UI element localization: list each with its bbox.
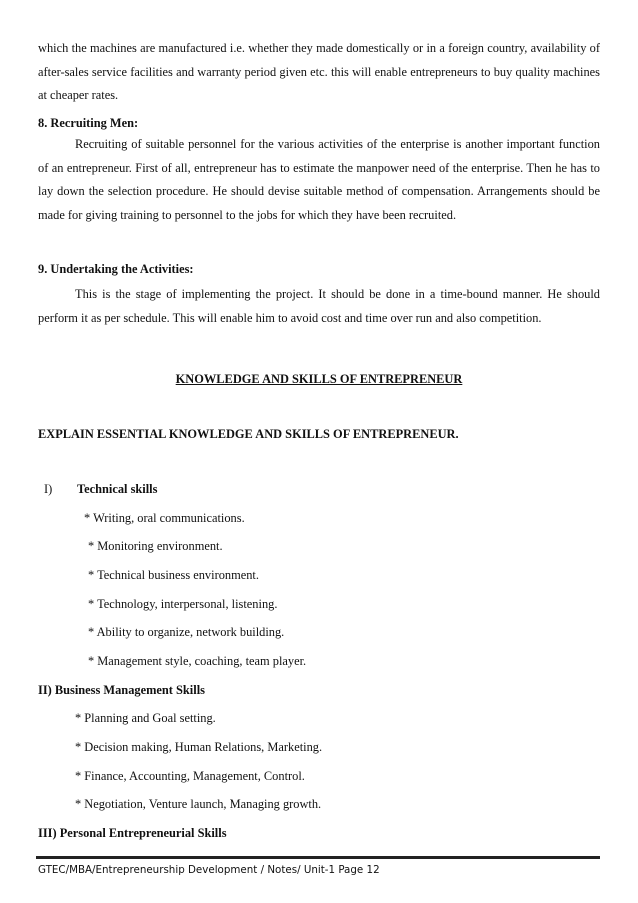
page-footer: GTEC/MBA/Entrepreneurship Development / Notes/ Unit-1 Page 12	[38, 864, 380, 876]
question-heading: EXPLAIN ESSENTIAL KNOWLEDGE AND SKILLS OF ENTREPRENEUR.	[38, 427, 459, 441]
section9-heading: 9. Undertaking the Activities:	[38, 262, 194, 276]
technical-item-0: * Writing, oral communications.	[84, 511, 245, 525]
business-item-0: * Planning and Goal setting.	[75, 711, 216, 725]
section9-body-block	[38, 283, 600, 330]
technical-item-2: * Technical business environment.	[88, 568, 259, 582]
technical-item-1: * Monitoring environment.	[88, 539, 223, 553]
technical-item-5: * Management style, coaching, team player.	[88, 654, 307, 668]
footer-divider	[36, 856, 600, 859]
section8-body: Recruiting of suitable personnel for the various activities of the enterprise is another important function of an entrepreneur. First of all, entrepreneur has to estimate the manpower need of the enterprise. Then he has to lay down the selection procedure. He should devise suitable method of compensation. Arrangements should be made for giving training to personnel to the jobs for which they have been recruited.	[38, 137, 600, 222]
business-item-1: * Decision making, Human Relations, Marketing.	[75, 740, 323, 754]
technical-title: Technical skills	[77, 482, 158, 496]
intro-paragraph-block	[38, 37, 600, 108]
section8-heading-block	[38, 115, 600, 131]
intro-paragraph: which the machines are manufactured i.e. whether they made domestically or in a foreign country, availability of after-sales service facilities and warranty period given etc. this will enable entrepreneurs to buy quality machines at cheaper rates.	[38, 41, 600, 102]
business-title: II) Business Management Skills	[38, 683, 205, 697]
section9-body: This is the stage of implementing the project. It should be done in a time-bound manner. He should perform it as per schedule. This will enable him to avoid cost and time over run and also competition.	[38, 287, 600, 325]
main-heading: KNOWLEDGE AND SKILLS OF ENTREPRENEUR	[175, 372, 463, 386]
technical-item-3: * Technology, interpersonal, listening.	[88, 597, 278, 611]
section8-heading: 8. Recruiting Men:	[38, 116, 139, 130]
business-item-2: * Finance, Accounting, Management, Control.	[75, 769, 305, 783]
section9-heading-block	[38, 261, 600, 277]
technical-marker: I)	[44, 482, 53, 496]
section8-body-block	[38, 133, 600, 227]
personal-title: III) Personal Entrepreneurial Skills	[38, 826, 227, 840]
technical-item-4: * Ability to organize, network building.	[88, 625, 285, 639]
business-item-3: * Negotiation, Venture launch, Managing growth.	[75, 797, 322, 811]
